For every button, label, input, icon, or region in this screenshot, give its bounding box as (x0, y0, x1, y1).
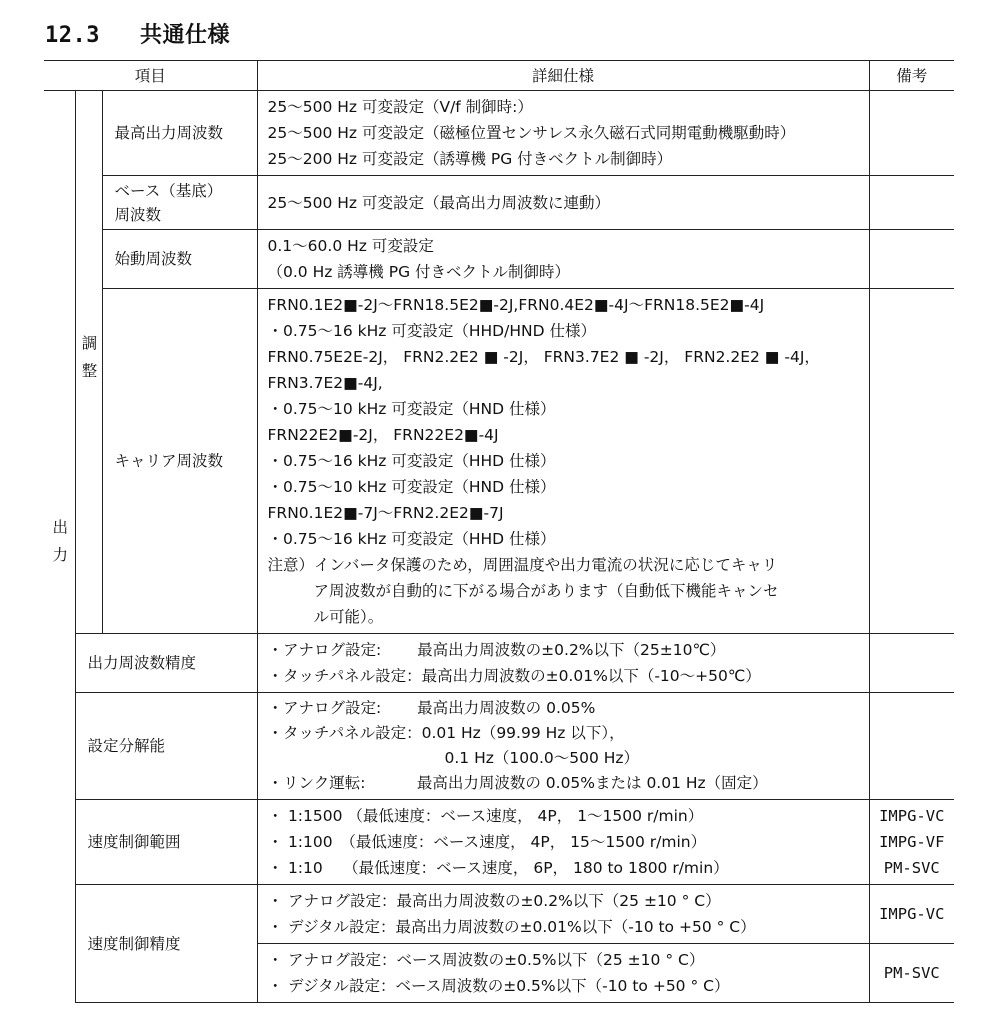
note-freq-accuracy (869, 634, 954, 693)
item-carrier: キャリア周波数 (102, 289, 257, 634)
detail-speed-range (257, 800, 869, 885)
header-row (44, 61, 954, 91)
detail-line: （0.0 Hz 誘導機 PG 付きベクトル制御時） (267, 263, 571, 281)
item-speed-accuracy: 速度制御精度 (75, 885, 257, 1003)
caution-line: ル可能）。 (313, 608, 384, 626)
item-speed-range: 速度制御範囲 (75, 800, 257, 885)
group-adjust-label: 調整 (75, 91, 102, 634)
detail-line: ・0.75～16 kHz 可変設定（HHD/HND 仕様） (267, 322, 596, 340)
detail-line: ・ アナログ設定：ベース周波数の±0.5%以下（25 ±10 ° C） (267, 951, 705, 969)
note-start-freq (869, 230, 954, 289)
detail-line: ・ デジタル設定：ベース周波数の±0.5%以下（-10 to +50 ° C） (267, 977, 730, 995)
item-line: ベース（基底） (114, 181, 223, 200)
detail-line: ・0.75～16 kHz 可変設定（HHD 仕様） (267, 452, 556, 470)
detail-line: ・アナログ設定: 最高出力周波数の±0.2%以下（25±10℃） (267, 641, 726, 659)
detail-max-freq (257, 91, 869, 176)
detail-line: FRN0.1E2■-2J～FRN18.5E2■-2J,FRN0.4E2■-4J～FRN18.5E2■-4J (267, 296, 765, 314)
detail-line: FRN22E2■-2J， FRN22E2■-4J (267, 426, 499, 444)
item-max-freq: 最高出力周波数 (102, 91, 257, 176)
section-heading (45, 18, 230, 49)
detail-line: ・タッチパネル設定：0.01 Hz（99.99 Hz 以下）， (267, 724, 625, 742)
detail-line: FRN0.75E2E-2J， FRN2.2E2 ■ -2J， FRN3.7E2 ■ -2J， FRN2.2E2 ■ -4J， (267, 348, 820, 366)
note-speed-accuracy-b: PM-SVC (869, 944, 954, 1003)
note-line: IMPG-VC (879, 807, 945, 825)
header-detail: 詳細仕様 (257, 61, 869, 91)
detail-freq-accuracy (257, 634, 869, 693)
detail-line: ・0.75～10 kHz 可変設定（HND 仕様） (267, 478, 556, 496)
caution-line: 注意）インバータ保護のため，周囲温度や出力電流の状況に応じてキャリ (267, 556, 778, 574)
note-resolution (869, 693, 954, 800)
item-freq-accuracy: 出力周波数精度 (75, 634, 257, 693)
header-item: 項目 (44, 61, 257, 91)
row-freq-accuracy (44, 634, 954, 693)
item-base-freq (102, 176, 257, 230)
note-max-freq (869, 91, 954, 176)
detail-line: ・ デジタル設定：最高出力周波数の±0.01%以下（-10 to +50 ° C） (267, 918, 756, 936)
section-number: 12.3 (45, 23, 100, 48)
detail-line: 25～500 Hz 可変設定（最高出力周波数に連動） (267, 193, 610, 212)
note-speed-accuracy-a: IMPG-VC (869, 885, 954, 944)
detail-line: ・0.75～16 kHz 可変設定（HHD 仕様） (267, 530, 556, 548)
detail-line: ・ アナログ設定：最高出力周波数の±0.2%以下（25 ±10 ° C） (267, 892, 721, 910)
detail-speed-accuracy-a (257, 885, 869, 944)
detail-base-freq (257, 176, 869, 230)
detail-resolution (257, 693, 869, 800)
detail-line: 25～500 Hz 可変設定（V/f 制御時:） (267, 98, 533, 116)
row-speed-range (44, 800, 954, 885)
detail-start-freq (257, 230, 869, 289)
group-output-label: 出力 (44, 91, 75, 1003)
row-carrier (44, 289, 954, 634)
detail-line: FRN3.7E2■-4J, (267, 374, 383, 392)
note-carrier (869, 289, 954, 634)
section-title: 共通仕様 (139, 23, 230, 48)
detail-line: ・ 1:10 （最低速度：ベース速度， 6P， 180 to 1800 r/min） (267, 859, 729, 877)
note-base-freq (869, 176, 954, 230)
detail-speed-accuracy-b (257, 944, 869, 1003)
note-line: IMPG-VF (879, 833, 945, 851)
detail-line: ・タッチパネル設定：最高出力周波数の±0.01%以下（-10～+50℃） (267, 667, 761, 685)
note-speed-range (869, 800, 954, 885)
detail-carrier (257, 289, 869, 634)
detail-line: 0.1 Hz（100.0～500 Hz） (444, 749, 640, 767)
row-base-freq (44, 176, 954, 230)
detail-line: ・0.75～10 kHz 可変設定（HND 仕様） (267, 400, 556, 418)
detail-line: ・ 1:100 （最低速度：ベース速度， 4P， 15～1500 r/min） (267, 833, 707, 851)
caution-line: ア周波数が自動的に下がる場合があります（自動低下機能キャンセ (313, 582, 779, 600)
detail-line: ・ 1:1500 （最低速度：ベース速度， 4P， 1～1500 r/min） (267, 807, 704, 825)
header-remarks: 備考 (869, 61, 954, 91)
detail-line: ・リンク運転: 最高出力周波数の 0.05%または 0.01 Hz（固定） (267, 774, 768, 792)
detail-line: 25～200 Hz 可変設定（誘導機 PG 付きベクトル制御時） (267, 150, 673, 168)
row-start-freq (44, 230, 954, 289)
note-line: PM-SVC (883, 859, 940, 877)
row-resolution (44, 693, 954, 800)
spec-table (44, 60, 954, 1003)
detail-line: FRN0.1E2■-7J～FRN2.2E2■-7J (267, 504, 504, 522)
item-start-freq: 始動周波数 (102, 230, 257, 289)
row-max-freq (44, 91, 954, 176)
detail-line: 25～500 Hz 可変設定（磁極位置センサレス永久磁石式同期電動機駆動時） (267, 124, 796, 142)
detail-line: ・アナログ設定: 最高出力周波数の 0.05% (267, 699, 596, 717)
item-line: 周波数 (114, 205, 162, 224)
item-resolution: 設定分解能 (75, 693, 257, 800)
detail-line: 0.1～60.0 Hz 可変設定 (267, 237, 434, 255)
row-speed-accuracy-a (44, 885, 954, 944)
